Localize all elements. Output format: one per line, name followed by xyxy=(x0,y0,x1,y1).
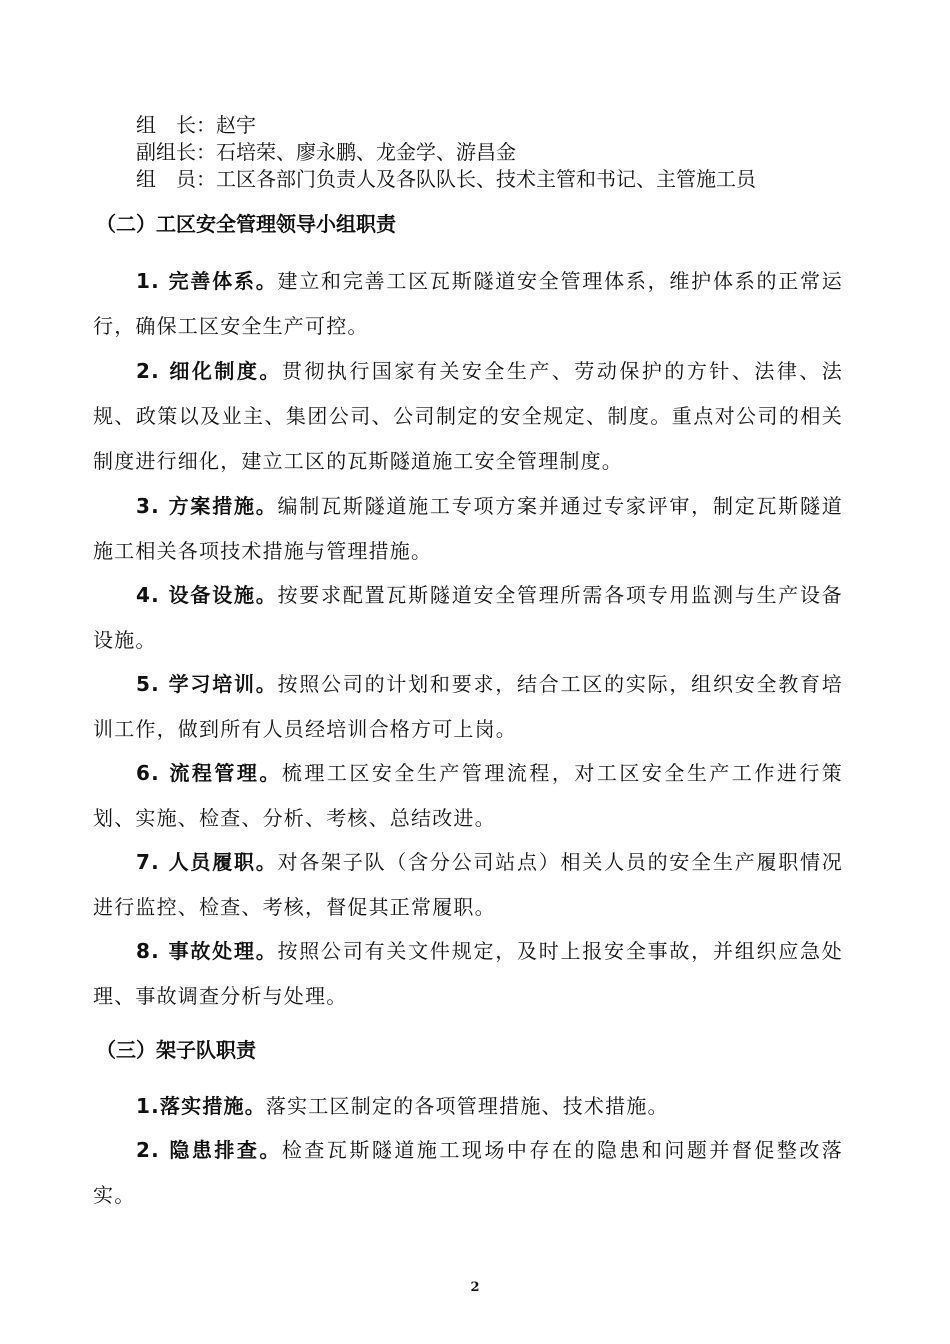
item-text: 梳理工区安全生产管理流程，对工区安全生产工作进行策划、实施、检查、分析、考核、总结改进。 xyxy=(93,761,844,830)
item-number: 3. xyxy=(136,494,169,518)
item-text: 贯彻执行国家有关安全生产、劳动保护的方针、法律、法规、政策以及业主、集团公司、公司制定的安全规定、制度。重点对公司的相关制度进行细化，建立工区的瓦斯隧道施工安全管理制度。 xyxy=(93,359,844,473)
leader-line: 组 长：赵宇 xyxy=(136,113,256,137)
item-text: 对各架子队（含分公司站点）相关人员的安全生产履职情况进行监控、检查、考核，督促其正常履职。 xyxy=(93,850,844,919)
item-keyword: 学习培训。 xyxy=(168,672,278,696)
page-number: 2 xyxy=(470,1280,480,1295)
duty-item xyxy=(93,1128,843,1218)
item-keyword: 方案措施。 xyxy=(168,494,278,518)
duty-item xyxy=(93,573,843,663)
section-heading-2: （二）工区安全管理领导小组职责 xyxy=(96,212,396,236)
item-number: 6. xyxy=(136,761,170,785)
item-number: 2. xyxy=(136,359,170,383)
item-text: 检查瓦斯隧道施工现场中存在的隐患和问题并督促整改落实。 xyxy=(93,1138,844,1207)
item-number: 7. xyxy=(136,850,169,874)
item-text: 落实工区制定的各项管理措施、技术措施。 xyxy=(265,1094,669,1118)
staff-line: 组 员：工区各部门负责人及各队队长、技术主管和书记、主管施工员 xyxy=(136,167,756,191)
member-list xyxy=(136,112,756,193)
item-keyword: 事故处理。 xyxy=(168,939,278,963)
item-keyword: 隐患排查。 xyxy=(169,1138,282,1162)
item-keyword: 流程管理。 xyxy=(169,761,282,785)
duty-item xyxy=(93,929,843,1019)
item-number: 5. xyxy=(136,672,169,696)
item-text: 按照公司的计划和要求，结合工区的实际，组织安全教育培训工作，做到所有人员经培训合格方可上岗。 xyxy=(93,672,844,741)
duty-item xyxy=(93,259,843,349)
item-keyword: 细化制度。 xyxy=(169,359,282,383)
item-number: 1. xyxy=(136,1094,160,1118)
duty-item xyxy=(93,349,843,484)
section-heading-3: （三）架子队职责 xyxy=(96,1038,256,1062)
duty-item xyxy=(93,751,843,841)
item-text: 建立和完善工区瓦斯隧道安全管理体系，维护体系的正常运行，确保工区安全生产可控。 xyxy=(93,269,844,338)
item-text: 编制瓦斯隧道施工专项方案并通过专家评审，制定瓦斯隧道施工相关各项技术措施与管理措施。 xyxy=(93,494,844,563)
duty-item xyxy=(93,484,843,574)
duty-item xyxy=(93,1084,843,1129)
item-keyword: 设备设施。 xyxy=(168,583,278,607)
item-keyword: 完善体系。 xyxy=(168,269,278,293)
item-keyword: 人员履职。 xyxy=(168,850,278,874)
item-text: 按照公司有关文件规定，及时上报安全事故，并组织应急处理、事故调查分析与处理。 xyxy=(93,939,844,1008)
duty-item xyxy=(93,840,843,930)
duty-item xyxy=(93,662,843,752)
item-number: 1. xyxy=(136,269,169,293)
item-number: 4. xyxy=(136,583,169,607)
item-keyword: 落实措施。 xyxy=(159,1094,266,1118)
item-number: 2. xyxy=(136,1138,170,1162)
item-text: 按要求配置瓦斯隧道安全管理所需各项专用监测与生产设备设施。 xyxy=(93,583,844,652)
item-number: 8. xyxy=(136,939,169,963)
deputy-line: 副组长：石培荣、廖永鹏、龙金学、游昌金 xyxy=(136,140,516,164)
